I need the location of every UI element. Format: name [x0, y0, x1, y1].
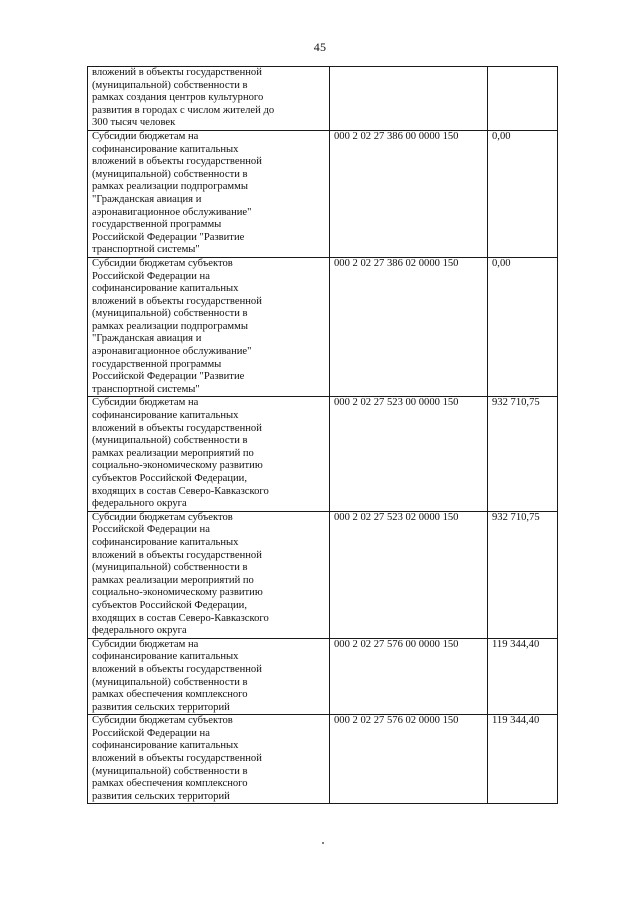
row-description: Субсидии бюджетам субъектов Российской Федерации на софинансирование капитальных вложений в объекты государственной (муниципальной) собственности в рамках реализации подпрограммы "Гражданская авиация и аэронавигационное обслуживание" государственной программы Российской Федерации "Развитие транспортной системы" [88, 257, 330, 397]
table-row [88, 130, 558, 257]
scan-speck [322, 842, 324, 844]
amount: 0,00 [488, 130, 558, 257]
budget-code: 000 2 02 27 386 00 0000 150 [330, 130, 488, 257]
amount: 932 710,75 [488, 511, 558, 638]
table-row [88, 397, 558, 511]
row-description: Субсидии бюджетам на софинансирование капитальных вложений в объекты государственной (муниципальной) собственности в рамках реализации мероприятий по социально-экономическому развитию субъектов Российской Федерации, входящих в состав Северо-Кавказского федерального округа [88, 397, 330, 511]
budget-code [330, 67, 488, 131]
amount [488, 67, 558, 131]
page-number: 45 [313, 40, 327, 54]
table-row [88, 511, 558, 638]
amount: 932 710,75 [488, 397, 558, 511]
row-description: Субсидии бюджетам субъектов Российской Федерации на софинансирование капитальных вложений в объекты государственной (муниципальной) собственности в рамках обеспечения комплексного развития сельских территорий [88, 715, 330, 804]
budget-code: 000 2 02 27 576 02 0000 150 [330, 715, 488, 804]
amount: 0,00 [488, 257, 558, 397]
budget-code: 000 2 02 27 523 00 0000 150 [330, 397, 488, 511]
budget-code: 000 2 02 27 386 02 0000 150 [330, 257, 488, 397]
table-row [88, 715, 558, 804]
table-row [88, 638, 558, 715]
row-description: Субсидии бюджетам на софинансирование капитальных вложений в объекты государственной (муниципальной) собственности в рамках обеспечения комплексного развития сельских территорий [88, 638, 330, 715]
budget-code: 000 2 02 27 523 02 0000 150 [330, 511, 488, 638]
amount: 119 344,40 [488, 638, 558, 715]
table-row [88, 67, 558, 131]
row-description: Субсидии бюджетам субъектов Российской Федерации на софинансирование капитальных вложений в объекты государственной (муниципальной) собственности в рамках реализации мероприятий по социально-экономическому развитию субъектов Российской Федерации, входящих в состав Северо-Кавказского федерального округа [88, 511, 330, 638]
table-row [88, 257, 558, 397]
budget-table [87, 66, 558, 804]
row-description: Субсидии бюджетам на софинансирование капитальных вложений в объекты государственной (муниципальной) собственности в рамках реализации подпрограммы "Гражданская авиация и аэронавигационное обслуживание" государственной программы Российской Федерации "Развитие транспортной системы" [88, 130, 330, 257]
budget-code: 000 2 02 27 576 00 0000 150 [330, 638, 488, 715]
row-description: вложений в объекты государственной (муниципальной) собственности в рамках создания центров культурного развития в городах с числом жителей до 300 тысяч человек [88, 67, 330, 131]
amount: 119 344,40 [488, 715, 558, 804]
